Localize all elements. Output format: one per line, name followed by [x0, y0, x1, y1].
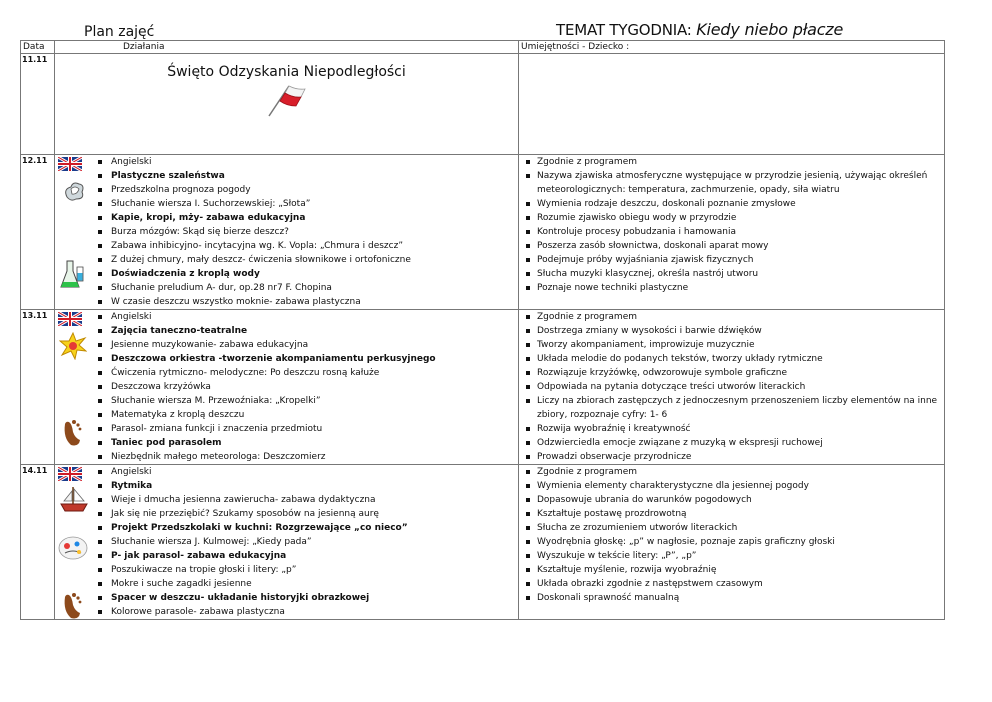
schedule-table	[20, 40, 945, 620]
list-item: Wymienia elementy charakterystyczne dla jesiennej pogody	[523, 479, 942, 493]
uk-flag-icon	[58, 467, 82, 485]
table-row	[21, 54, 945, 155]
activities-cell	[55, 465, 519, 620]
row-date: 14.11	[21, 465, 55, 620]
list-item: Nazywa zjawiska atmosferyczne występujące w przyrodzie jesienią, używając określeń meteorologicznych: temperatura, zachmurzenie, opady, siła wiatru	[523, 169, 942, 197]
list-item: Prowadzi obserwacje przyrodnicze	[523, 450, 942, 464]
list-item: Rozwiązuje krzyżówkę, odwzorowuje symbole graficzne	[523, 366, 942, 380]
list-item: Doskonali sprawność manualną	[523, 591, 942, 605]
row-date: 13.11	[21, 310, 55, 465]
list-item: Zgodnie z programem	[523, 155, 942, 169]
list-item: Spacer w deszczu- układanie historyjki obrazkowej	[95, 591, 518, 605]
list-item: Słuchanie wiersza I. Suchorzewskiej: „Słota”	[95, 197, 518, 211]
list-item: Doświadczenia z kroplą wody	[95, 267, 518, 281]
list-item: Tworzy akompaniament, improwizuje muzycznie	[523, 338, 942, 352]
list-item: Słuchanie preludium A- dur, op.28 nr7 F. Chopina	[95, 281, 518, 295]
table-row	[21, 155, 945, 310]
list-item: Liczy na zbiorach zastępczych z jednoczesnym przenoszeniem liczby elementów na inne zbiory, rozpoznaje cyfry: 1- 6	[523, 394, 942, 422]
list-item: Parasol- zmiana funkcji i znaczenia przedmiotu	[95, 422, 518, 436]
activities-list	[95, 155, 518, 309]
list-item: Angielski	[95, 310, 518, 324]
list-item: Z dużej chmury, mały deszcz- ćwiczenia słownikowe i ortofoniczne	[95, 253, 518, 267]
list-item: Odpowiada na pytania dotyczące treści utworów literackich	[523, 380, 942, 394]
list-item: Rozumie zjawisko obiegu wody w przyrodzie	[523, 211, 942, 225]
list-item: Kontroluje procesy pobudzania i hamowania	[523, 225, 942, 239]
activities-cell	[55, 155, 519, 310]
activities-list	[95, 310, 518, 464]
holiday-skills	[519, 54, 945, 155]
list-item: Matematyka z kroplą deszczu	[95, 408, 518, 422]
list-item: Mokre i suche zagadki jesienne	[95, 577, 518, 591]
skills-cell	[519, 465, 945, 620]
list-item: Wyodrębnia głoskę: „p” w nagłosie, poznaje zapis graficzny głoski	[523, 535, 942, 549]
list-item: Ćwiczenia rytmiczno- melodyczne: Po deszczu rosną kałuże	[95, 366, 518, 380]
list-item: P- jak parasol- zabawa edukacyjna	[95, 549, 518, 563]
list-item: Kształtuje myślenie, rozwija wyobraźnię	[523, 563, 942, 577]
footprint-icon	[61, 591, 85, 625]
holiday-title: Święto Odzyskania Niepodległości	[167, 64, 406, 80]
theme-label: TEMAT TYGODNIA:	[556, 21, 692, 39]
list-item: Angielski	[95, 155, 518, 169]
header-activities: Działania	[55, 41, 519, 54]
list-item: Taniec pod parasolem	[95, 436, 518, 450]
list-item: Kształtuje postawę prozdrowotną	[523, 507, 942, 521]
burst-icon	[59, 332, 87, 364]
list-item: Wymienia rodzaje deszczu, doskonali poznanie zmysłowe	[523, 197, 942, 211]
list-item: Słucha muzyki klasycznej, określa nastrój utworu	[523, 267, 942, 281]
list-item: Deszczowa orkiestra -tworzenie akompaniamentu perkusyjnego	[95, 352, 518, 366]
footprint-icon	[61, 418, 85, 452]
list-item: Poznaje nowe techniki plastyczne	[523, 281, 942, 295]
skills-cell	[519, 155, 945, 310]
header-date: Data	[21, 41, 55, 54]
list-item: Układa obrazki zgodnie z następstwem czasowym	[523, 577, 942, 591]
list-item: Podejmuje próby wyjaśniania zjawisk fizycznych	[523, 253, 942, 267]
flag-icon	[57, 84, 516, 122]
plan-title: Plan zajęć	[84, 24, 155, 40]
list-item: Angielski	[95, 465, 518, 479]
list-item: Poszerza zasób słownictwa, doskonali aparat mowy	[523, 239, 942, 253]
row-date: 11.11	[21, 54, 55, 155]
list-item: Słucha ze zrozumieniem utworów literackich	[523, 521, 942, 535]
list-item: Dopasowuje ubrania do warunków pogodowych	[523, 493, 942, 507]
uk-flag-icon	[58, 312, 82, 330]
activities-cell	[55, 310, 519, 465]
list-item: Wyszukuje w tekście litery: „P”, „p”	[523, 549, 942, 563]
row-date: 12.11	[21, 155, 55, 310]
list-item: Jak się nie przeziębić? Szukamy sposobów na jesienną aurę	[95, 507, 518, 521]
flask-icon	[59, 259, 87, 297]
skills-cell	[519, 310, 945, 465]
skills-list	[523, 465, 942, 605]
list-item: Przedszkolna prognoza pogody	[95, 183, 518, 197]
skills-list	[523, 155, 942, 295]
table-row	[21, 465, 945, 620]
list-item: Zajęcia taneczno-teatralne	[95, 324, 518, 338]
table-header-row	[21, 41, 945, 54]
list-item: W czasie deszczu wszystko moknie- zabawa plastyczna	[95, 295, 518, 309]
list-item: Zgodnie z programem	[523, 465, 942, 479]
list-item: Projekt Przedszkolaki w kuchni: Rozgrzewające „co nieco”	[95, 521, 518, 535]
list-item: Deszczowa krzyżówka	[95, 380, 518, 394]
paint-splash-icon	[61, 179, 87, 207]
theme-title: Kiedy niebo płacze	[696, 20, 844, 39]
list-item: Słuchanie wiersza J. Kulmowej: „Kiedy pada”	[95, 535, 518, 549]
list-item: Niezbędnik małego meteorologa: Deszczomierz	[95, 450, 518, 464]
list-item: Rytmika	[95, 479, 518, 493]
list-item: Słuchanie wiersza M. Przewoźniaka: „Kropelki”	[95, 394, 518, 408]
header-skills: Umiejętności - Dziecko :	[519, 41, 945, 54]
list-item: Odzwierciedla emocje związane z muzyką w ekspresji ruchowej	[523, 436, 942, 450]
list-item: Wieje i dmucha jesienna zawierucha- zabawa dydaktyczna	[95, 493, 518, 507]
list-item: Dostrzega zmiany w wysokości i barwie dźwięków	[523, 324, 942, 338]
activities-list	[95, 465, 518, 619]
list-item: Rozwija wyobraźnię i kreatywność	[523, 422, 942, 436]
ship-icon	[59, 485, 89, 517]
theme-heading	[556, 20, 843, 39]
list-item: Kapie, kropi, mży- zabawa edukacyjna	[95, 211, 518, 225]
list-item: Zgodnie z programem	[523, 310, 942, 324]
list-item: Plastyczne szaleństwa	[95, 169, 518, 183]
list-item: Układa melodie do podanych tekstów, tworzy układy rytmiczne	[523, 352, 942, 366]
list-item: Poszukiwacze na tropie głoski i litery: „p”	[95, 563, 518, 577]
holiday-cell	[55, 54, 519, 155]
list-item: Kolorowe parasole- zabawa plastyczna	[95, 605, 518, 619]
list-item: Jesienne muzykowanie- zabawa edukacyjna	[95, 338, 518, 352]
list-item: Zabawa inhibicyjno- incytacyjna wg. K. Vopla: „Chmura i deszcz”	[95, 239, 518, 253]
weather-map-icon	[57, 535, 89, 565]
table-row	[21, 310, 945, 465]
list-item: Burza mózgów: Skąd się bierze deszcz?	[95, 225, 518, 239]
skills-list	[523, 310, 942, 464]
uk-flag-icon	[58, 157, 82, 175]
